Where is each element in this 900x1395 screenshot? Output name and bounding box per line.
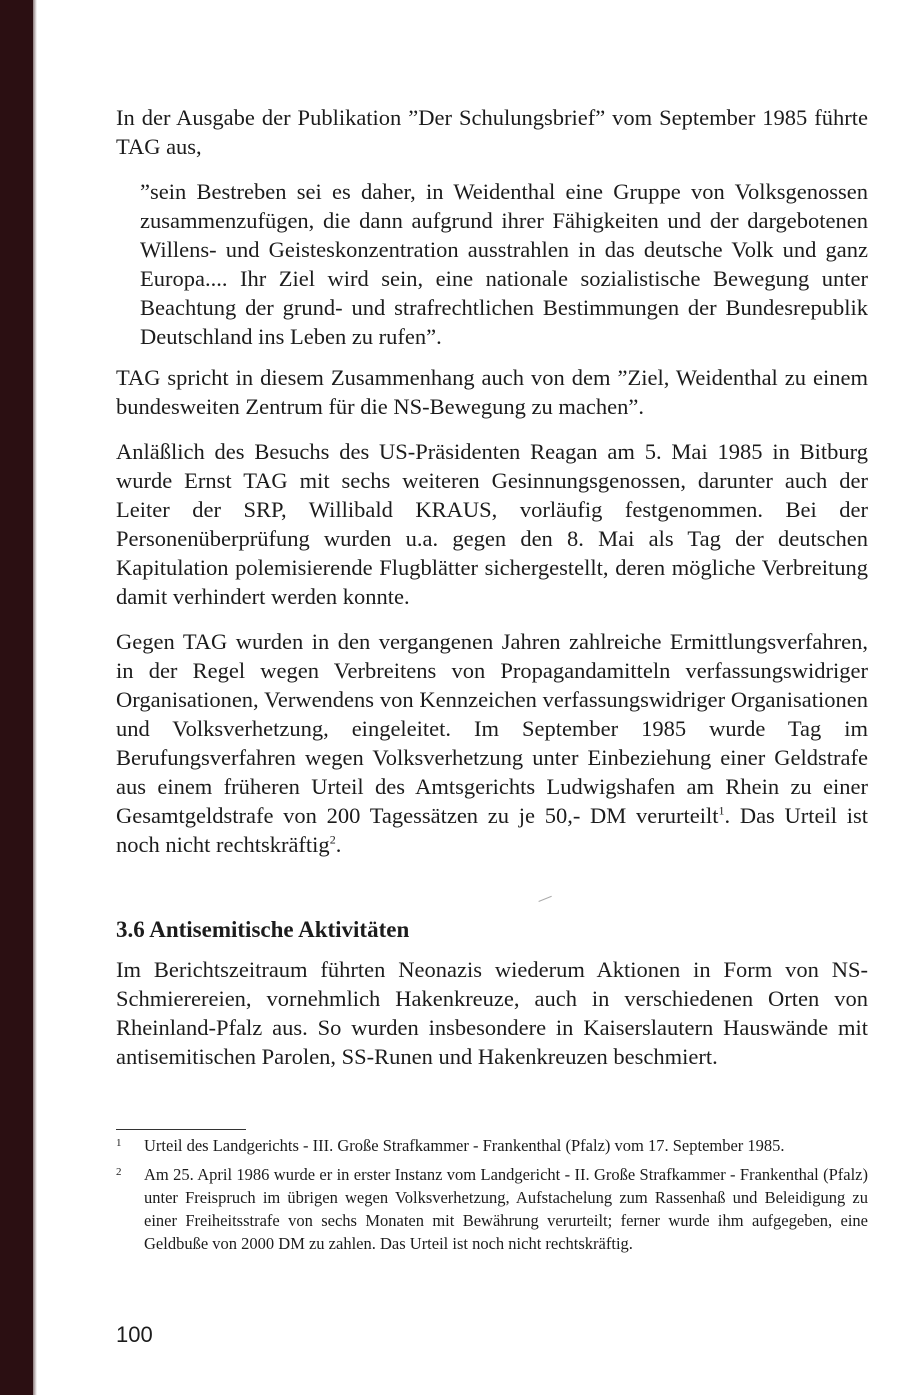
footnote-text: Am 25. April 1986 wurde er in erster Instanz vom Landgericht - II. Große Strafkammer - Frankenthal (Pfalz) unter Freispruch im übrigen wegen Volksverhetzung, Aufstachelung zum Rassenhaß und Beleidigung zu einer Freiheitsstrafe von sechs Monaten mit Bewährung verurteilt; ferner wurde ihm aufgegeben, eine Geldbuße von 2000 DM zu zahlen. Das Urteil ist noch nicht rechtskräftig. bbox=[144, 1165, 868, 1253]
section-heading: 3.6 Antisemitische Aktivitäten bbox=[116, 917, 410, 942]
paragraph-weidenthal-goal: TAG spricht in diesem Zusammenhang auch von dem ”Ziel, Weidenthal zu einem bundesweiten Zentrum für die NS-Bewegung zu machen”. bbox=[116, 365, 868, 419]
spine-edge-gradient bbox=[33, 0, 37, 1395]
quotation-block: ”sein Bestreben sei es daher, in Weidenthal eine Gruppe von Volksgenossen zusammenzufügen, die dann aufgrund ihrer Fähigkeiten und der dargebotenen Willens- und Geisteskonzentration ausstrahlen in das deutsche Volk und ganz Europa.... Ihr Ziel wird sein, eine nationale sozialistische Bewegung unter Beachtung der grund- und strafrechtlichen Bestimmungen der Bundesrepublik Deutschland ins Leben zu rufen”. bbox=[140, 179, 868, 349]
footnotes bbox=[116, 1134, 868, 1255]
footnote-divider bbox=[116, 1129, 246, 1130]
section-body: Im Berichtszeitraum führten Neonazis wiederum Aktionen in Form von NS-Schmierereien, vornehmlich Hakenkreuze, auch in verschiedenen Orten von Rheinland-Pfalz aus. So wurden insbesondere in Kaiserslautern Hauswände mit antisemitischen Parolen, SS-Runen und Hakenkreuzen beschmiert. bbox=[116, 957, 868, 1069]
page-number: 100 bbox=[116, 1322, 153, 1347]
paragraph-proceedings-text: Gegen TAG wurden in den vergangenen Jahren zahlreiche Ermittlungsverfahren, in der Regel wegen Verbreitens von Propagandamitteln verfassungswidriger Organisationen, Verwendens von Kennzeichen verfassungswidriger Organisationen und Volksverhetzung, eingeleitet. Im September 1985 wurde Tag im Berufungsverfahren wegen Volksverhetzung unter Einbeziehung einer Geldstrafe aus einem früheren Urteil des Amtsgerichts Ludwigshafen am Rhein zu einer Gesamtgeldstrafe von 200 Tagessätzen zu je 50,- DM verurteilt bbox=[116, 629, 868, 828]
paragraph-proceedings bbox=[116, 627, 868, 859]
footnote-mark: 2 bbox=[116, 1166, 122, 1178]
paragraph-proceedings-mid: . Das Urteil ist noch nicht rechtskräftig bbox=[116, 803, 868, 857]
footnote-ref-2[interactable]: 2 bbox=[329, 832, 336, 847]
footnote-ref-1[interactable]: 1 bbox=[718, 803, 725, 818]
book-spine-shadow bbox=[0, 0, 33, 1395]
footnote-text: Urteil des Landgerichts - III. Große Strafkammer - Frankenthal (Pfalz) vom 17. September 1985. bbox=[144, 1136, 785, 1155]
footnote-1 bbox=[116, 1134, 868, 1157]
footnote-2 bbox=[116, 1163, 868, 1255]
paragraph-intro: In der Ausgabe der Publikation ”Der Schulungsbrief” vom September 1985 führte TAG aus, bbox=[116, 105, 868, 159]
paragraph-proceedings-end: . bbox=[335, 832, 342, 857]
document-page bbox=[116, 103, 868, 1261]
footnote-mark: 1 bbox=[116, 1137, 122, 1149]
paragraph-bitburg-arrest: Anläßlich des Besuchs des US-Präsidenten Reagan am 5. Mai 1985 in Bitburg wurde Ernst TAG mit sechs weiteren Gesinnungsgenossen, darunter auch der Leiter der SRP, Willibald KRAUS, vorläufig festgenommen. Bei der Personenüberprüfung wurden u.a. gegen den 8. Mai als Tag der deutschen Kapitulation polemisierende Flugblätter sichergestellt, deren mögliche Verbreitung damit verhindert werden konnte. bbox=[116, 439, 868, 609]
